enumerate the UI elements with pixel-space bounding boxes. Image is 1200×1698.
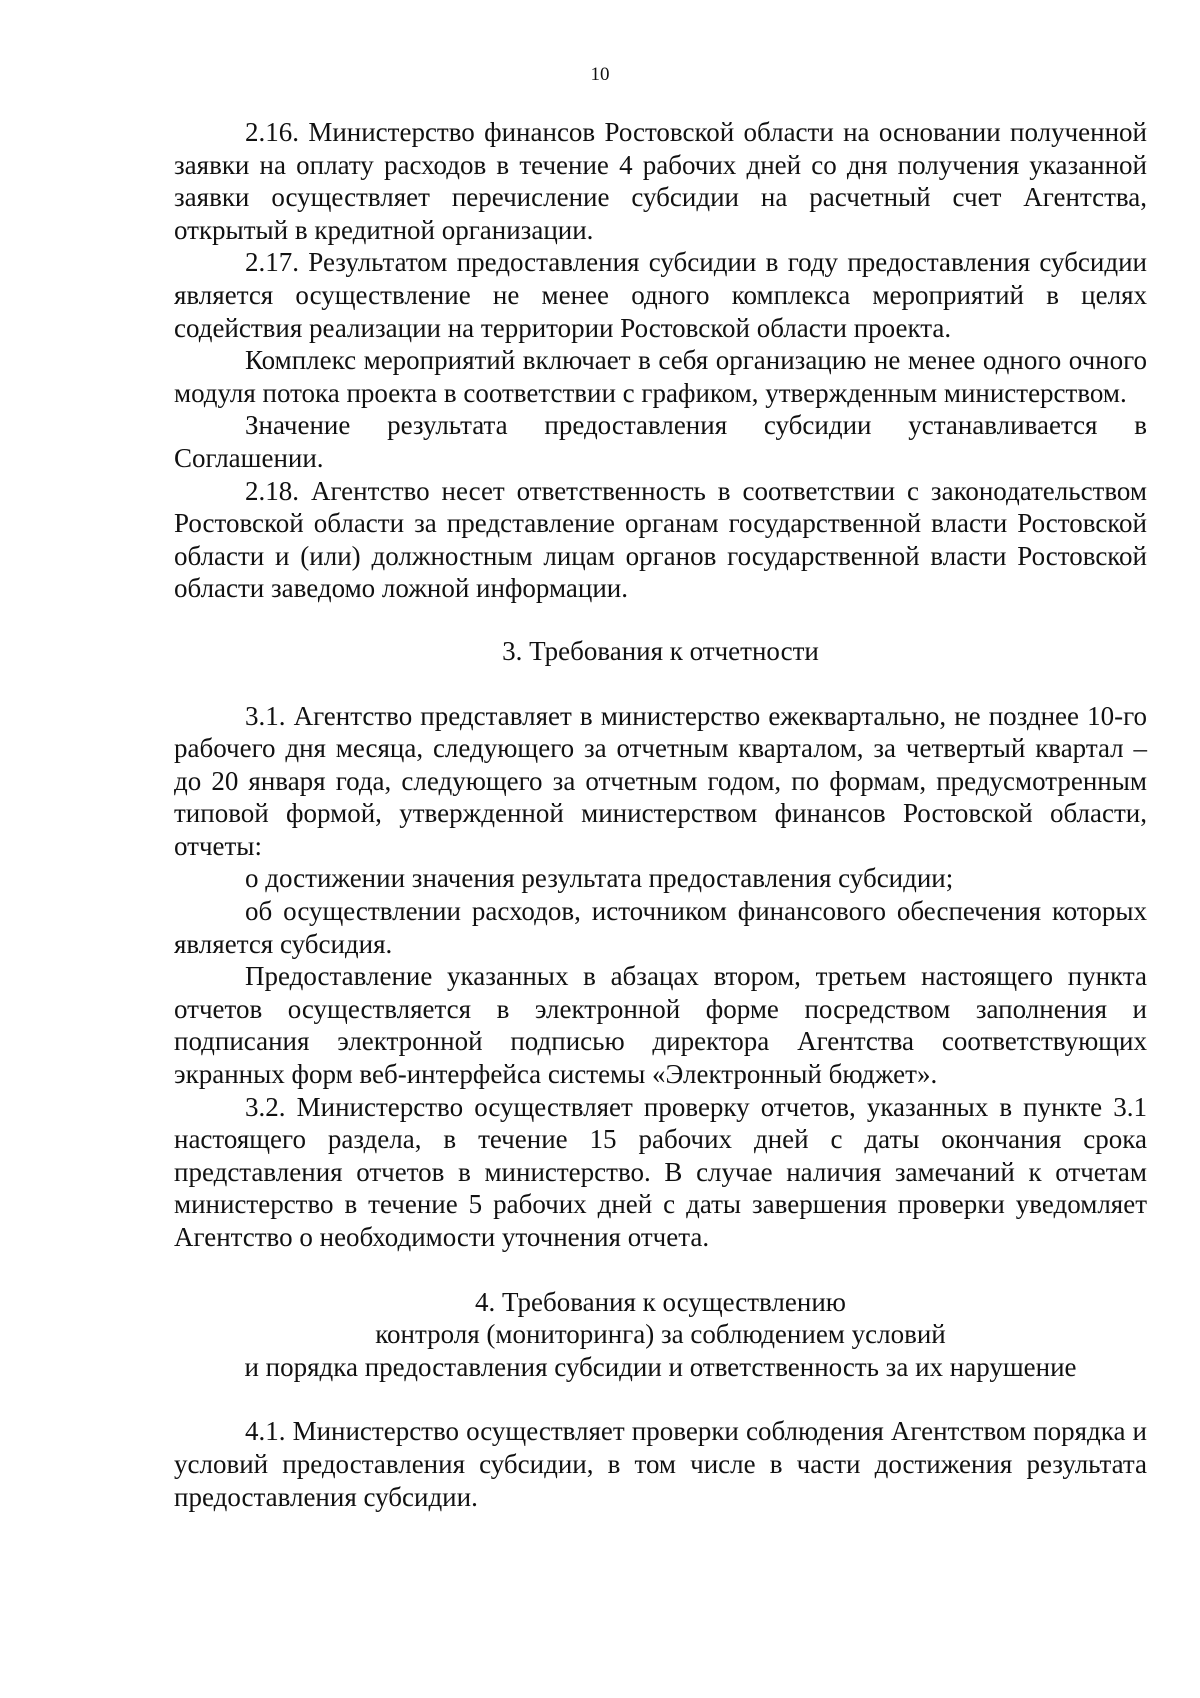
paragraph-result-value: Значение результата предоставления субсидии устанавливается в Соглашении. [174,410,1147,473]
document-body [174,116,1147,1513]
section-3-heading: 3. Требования к отчетности [502,635,819,666]
paragraph-2-16: 2.16. Министерство финансов Ростовской области на основании полученной заявки на оплату расходов в течение 4 рабочих дней со дня получения указанной заявки осуществляет перечисление субсидии на расчетный счет Агентства, открытый в кредитной организации. [174,117,1147,245]
section-4-heading-line-1: 4. Требования к осуществлению [475,1286,846,1317]
section-4-heading-line-3: и порядка предоставления субсидии и ответственность за их нарушение [244,1351,1077,1382]
section-4-heading-line-2: контроля (мониторинга) за соблюдением условий [375,1319,946,1350]
paragraph-complex-events: Комплекс мероприятий включает в себя организацию не менее одного очного модуля потока проекта в соответствии с графиком, утвержденным министерством. [174,345,1147,408]
section-4-heading [174,1286,1147,1384]
paragraph-3-1-electronic-form: Предоставление указанных в абзацах втором, третьем настоящего пункта отчетов осуществляется в электронной форме посредством заполнения и подписания электронной подписью директора Агентства соответствующих экранных форм веб-интерфейса системы «Электронный бюджет». [174,961,1147,1090]
page-number: 10 [590,64,610,85]
paragraph-2-18: 2.18. Агентство несет ответственность в соответствии с законодательством Ростовской области за представление органам государственной власти Ростовской области и (или) должностным лицам органов государственной власти Ростовской области заведомо ложной информации. [174,475,1147,604]
paragraph-3-1: 3.1. Агентство представляет в министерство ежеквартально, не позднее 10-го рабочего дня месяца, следующего за отчетным кварталом, за четвертый квартал – до 20 января года, следующего за отчетным годом, по формам, предусмотренным типовой формой, утвержденной министерством финансов Ростовской области, отчеты: [174,700,1147,861]
paragraph-3-1-item-1: о достижении значения результата предоставления субсидии; [245,863,954,894]
paragraph-3-2: 3.2. Министерство осуществляет проверку отчетов, указанных в пункте 3.1 настоящего раздела, в течение 15 рабочих дней с даты окончания срока представления отчетов в министерство. В случае наличия замечаний к отчетам министерство в течение 5 рабочих дней с даты завершения проверки уведомляет Агентство о необходимости уточнения отчета. [174,1091,1147,1252]
paragraph-3-1-item-2: об осуществлении расходов, источником финансового обеспечения которых является субсидия. [174,896,1147,959]
paragraph-2-17: 2.17. Результатом предоставления субсидии в году предоставления субсидии является осуществление не менее одного комплекса мероприятий в целях содействия реализации на территории Ростовской области проекта. [174,247,1147,343]
paragraph-4-1: 4.1. Министерство осуществляет проверки соблюдения Агентством порядка и условий предоставления субсидии, в том числе в части достижения результата предоставления субсидии. [174,1416,1147,1512]
